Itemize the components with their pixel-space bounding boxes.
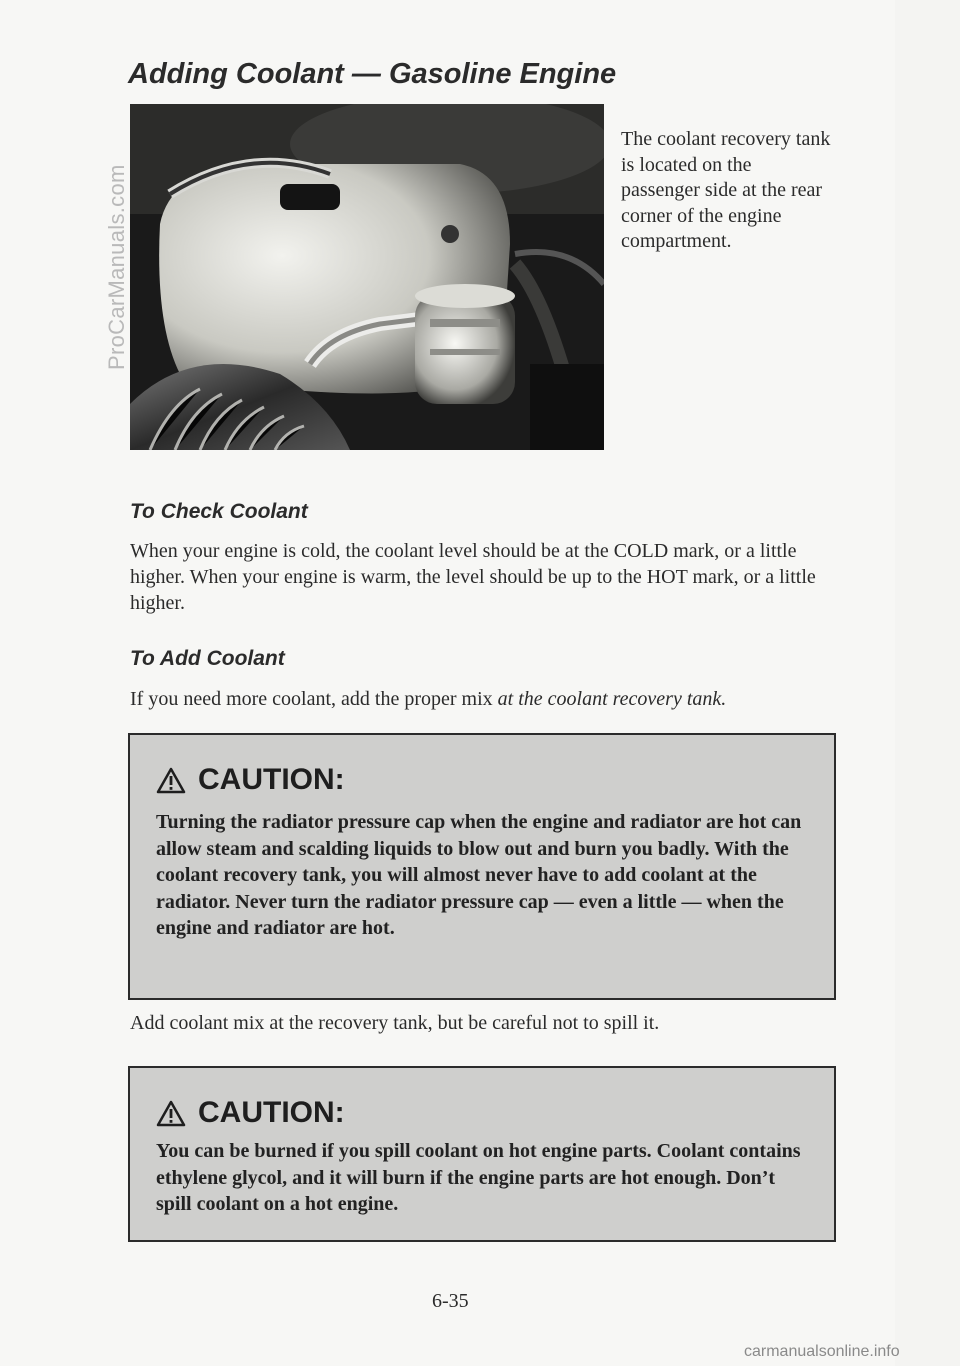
engine-photo: [130, 104, 604, 450]
add-coolant-text: [130, 686, 845, 712]
middle-text: Add coolant mix at the recovery tank, but be careful not to spill it.: [130, 1012, 660, 1034]
caution-label: CAUTION:: [198, 1096, 345, 1129]
page-title: Adding Coolant — Gasoline Engine: [128, 58, 617, 90]
warning-triangle-icon: [156, 767, 186, 794]
check-coolant-heading: To Check Coolant: [130, 500, 308, 523]
coolant-tank-photo-illustration: [130, 104, 604, 450]
check-coolant-text: When your engine is cold, the coolant level should be at the COLD mark, or a little higher. When your engine is warm, the level should be up to the HOT mark, or a little higher.: [130, 540, 816, 614]
side-watermark: ProCarManuals.com: [104, 164, 129, 370]
add-coolant-heading: To Add Coolant: [130, 647, 285, 670]
warning-triangle-icon: [156, 1100, 186, 1127]
intro-text: The coolant recovery tank is located on the passenger side at the rear corner of the engine compartment.: [621, 128, 831, 252]
caution-heading: [156, 1096, 345, 1130]
caution-text-radiator: Turning the radiator pressure cap when the engine and radiator are hot can allow steam and scalding liquids to blow out and burn you badly. With the coolant recovery tank, you will almost never have to add coolant at the radiator. Never turn the radiator pressure cap — even a little — when the engine and radiator are hot.: [156, 811, 802, 939]
caution-box-radiator: [128, 733, 836, 1000]
page-number: 6-35: [432, 1290, 469, 1312]
add-coolant-text-italic: at the coolant recovery tank.: [497, 688, 727, 710]
caution-box-burn: [128, 1066, 836, 1242]
caution-label: CAUTION:: [198, 763, 345, 796]
caution-heading: [156, 763, 345, 797]
bottom-watermark: carmanualsonline.info: [744, 1343, 900, 1360]
add-coolant-text-plain: If you need more coolant, add the proper mix: [130, 688, 498, 710]
caution-text-burn: You can be burned if you spill coolant on hot engine parts. Coolant contains ethylene glycol, and it will burn if the engine parts are hot enough. Don’t spill coolant on a hot engine.: [156, 1140, 801, 1215]
